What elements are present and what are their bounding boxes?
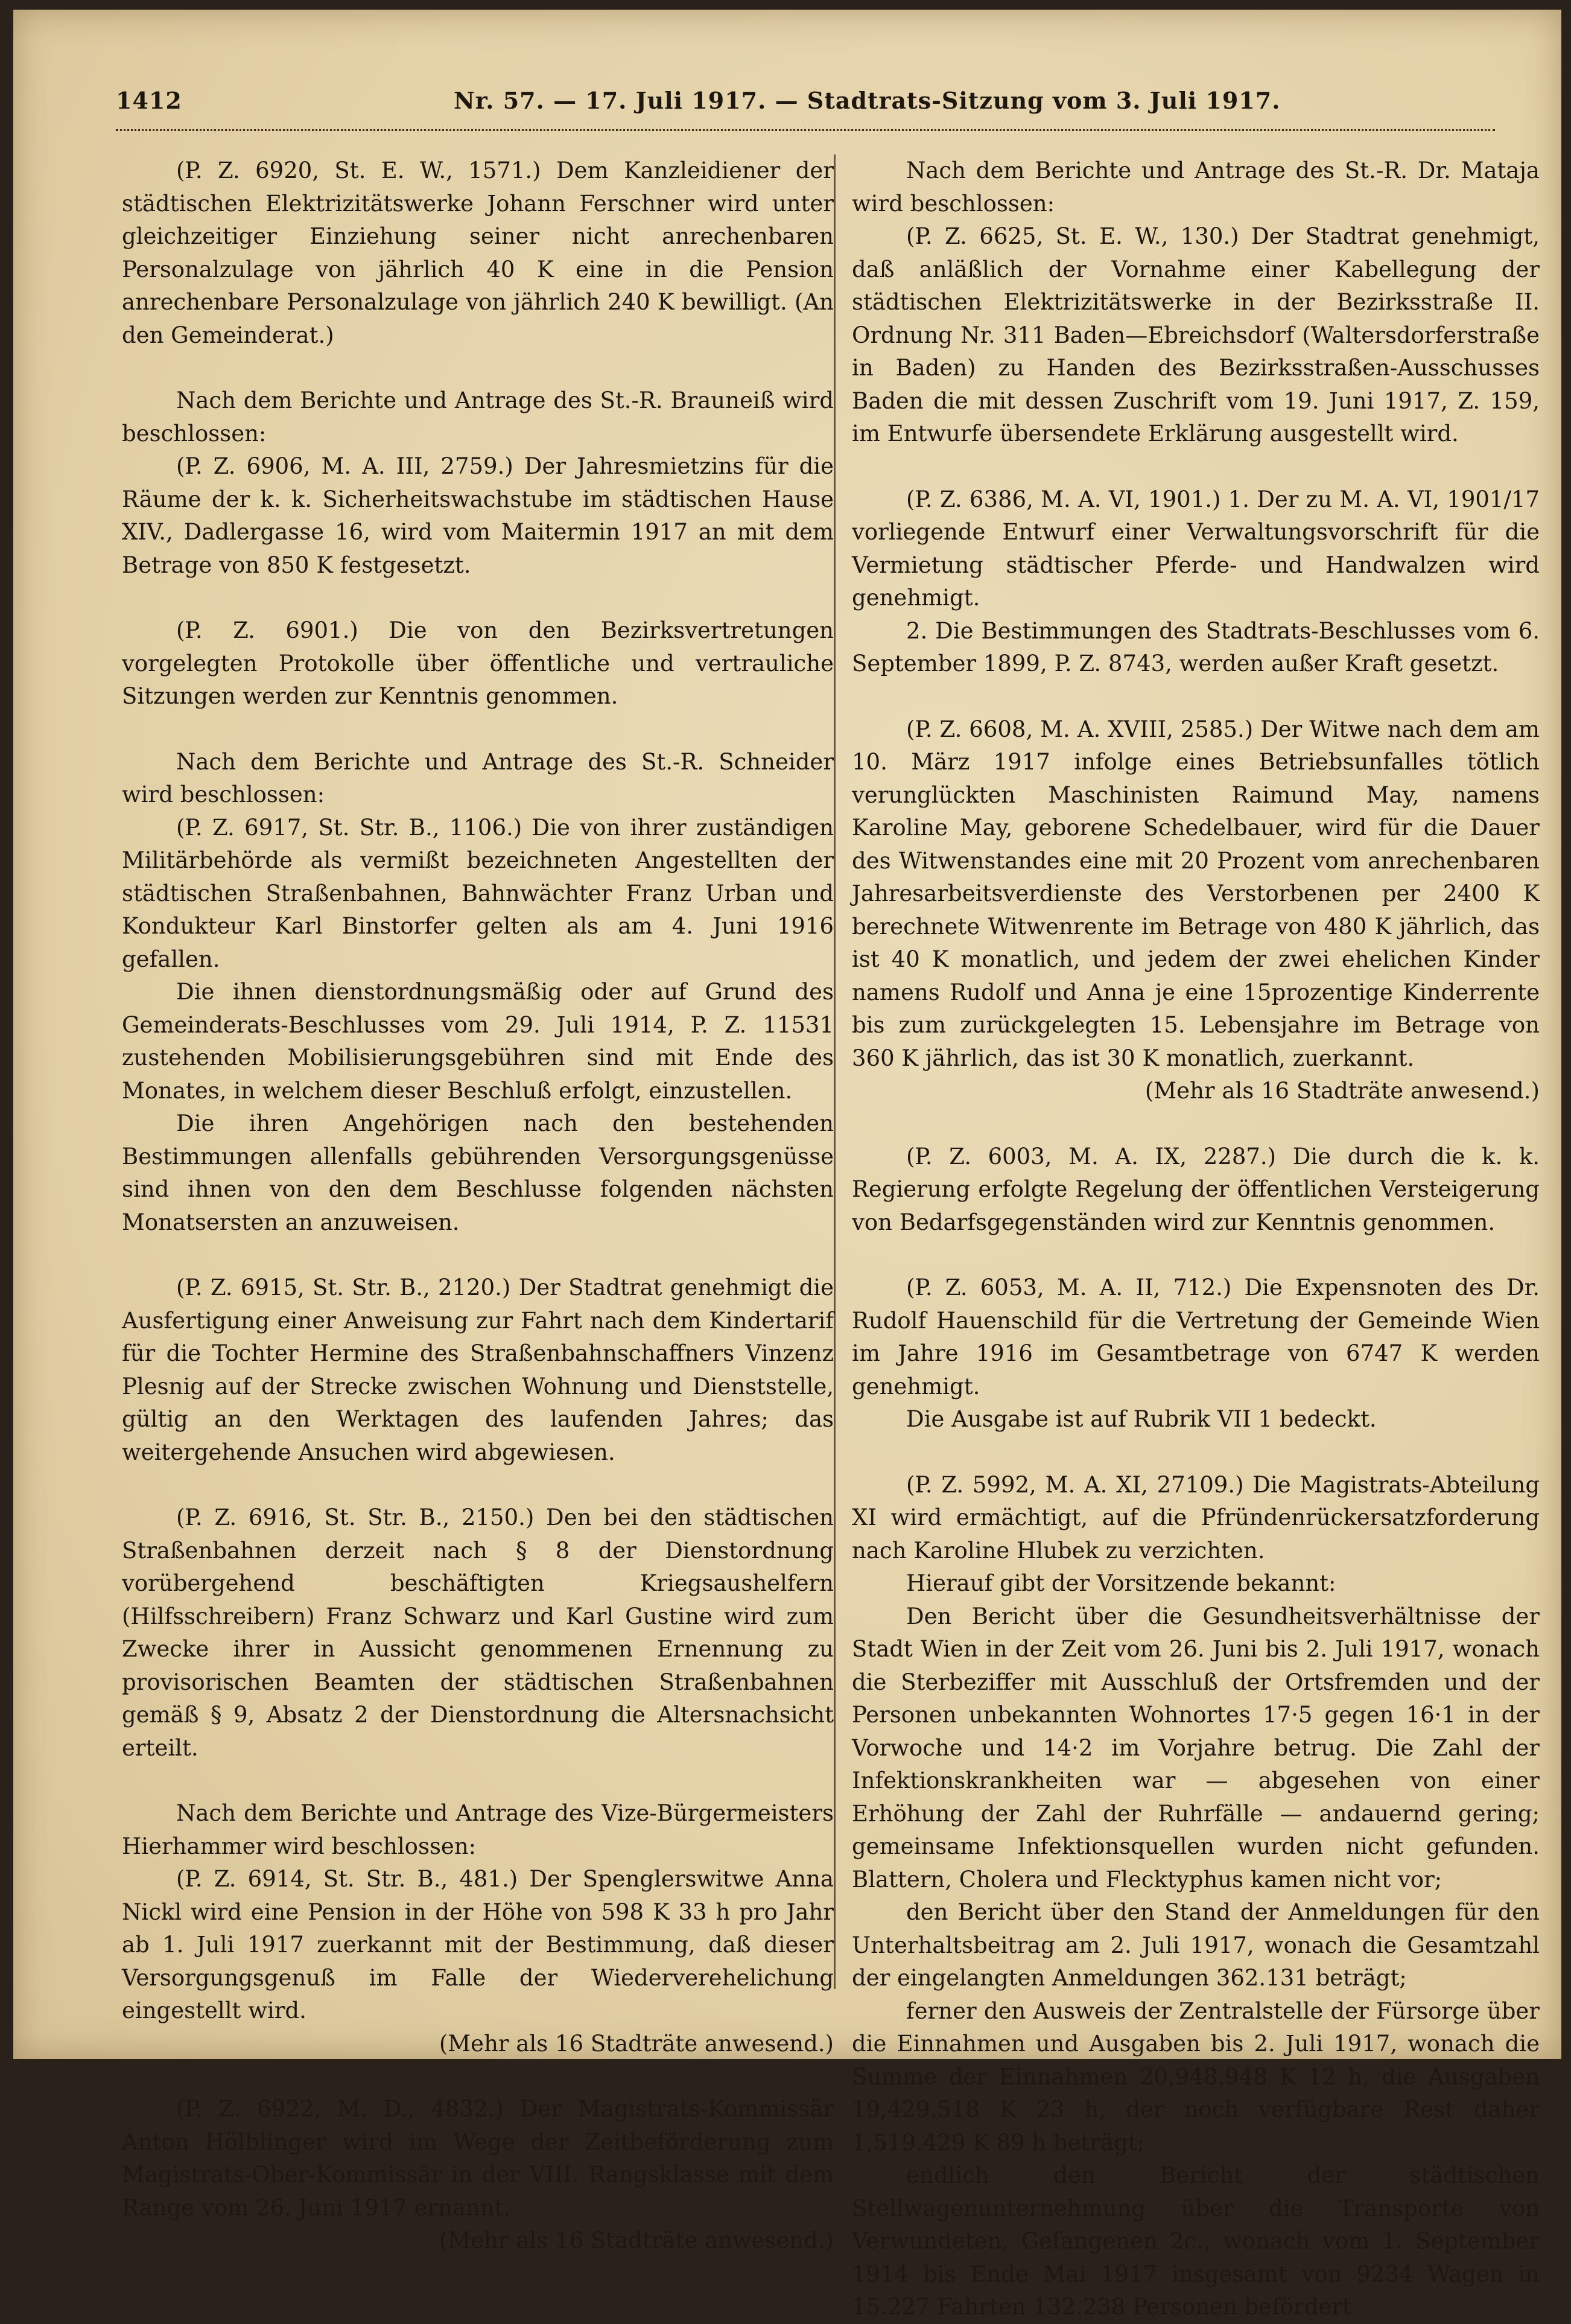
paragraph: Die ihren Angehörigen nach den bestehenden Bestimmungen allenfalls gebührenden Versorgungsgenüsse sind ihnen von den dem Beschlusse folgenden nächsten Monatsersten an anzuweisen. xyxy=(122,1110,834,1235)
paragraph: (P. Z. 6916, St. Str. B., 2150.) Den bei den städtischen Straßenbahnen derzeit nach § 8 der Dienstordnung vorübergehend beschäftigten Kriegsaushelfern (Hilfsschreibern) Franz Schwarz und Karl Gustine wird zum Zwecke ihrer in Aussicht genommenen Ernennung zu provisorischen Beamten der städtischen Straßenbahnen gemäß § 9, Absatz 2 der Dienstordnung die Altersnachsicht erteilt. xyxy=(122,1504,834,1761)
paragraph: (P. Z. 6053, M. A. II, 712.) Die Expensnoten des Dr. Rudolf Hauenschild für die Vertretung der Gemeinde Wien im Jahre 1916 im Gesamtbetrage von 6747 K werden genehmigt. xyxy=(852,1275,1540,1399)
paragraph: (P. Z. 6914, St. Str. B., 481.) Der Spenglerswitwe Anna Nickl wird eine Pension in der Höhe von 598 K 33 h pro Jahr ab 1. Juli 1917 zuerkannt mit der Bestimmung, daß dieser Versorgungsgenuß im Falle der Wiederverehelichung eingestellt wird. xyxy=(122,1866,834,2023)
left-column xyxy=(122,154,834,2258)
paragraph: (P. Z. 6915, St. Str. B., 2120.) Der Stadtrat genehmigt die Ausfertigung einer Anweisung zur Fahrt nach dem Kindertarif für die Tochter Hermine des Straßenbahnschaffners Vinzenz Plesnig auf der Strecke zwischen Wohnung und Dienststelle, gültig an den Werktagen des laufenden Jahres; das weitergehende Ansuchen wird abgewiesen. xyxy=(122,1275,834,1465)
paragraph: Die Ausgabe ist auf Rubrik VII 1 bedeckt. xyxy=(906,1406,1377,1432)
header-rule xyxy=(116,129,1495,135)
section-intro: Nach dem Berichte und Antrage des St.-R. Schneider wird beschlossen: xyxy=(122,748,834,807)
right-column xyxy=(852,154,1540,2324)
paragraph: 2. Die Bestimmungen des Stadtrats-Beschlusses vom 6. September 1899, P. Z. 8743, werden außer Kraft gesetzt. xyxy=(852,617,1540,677)
attendance-note: (Mehr als 16 Stadträte anwesend.) xyxy=(439,2030,834,2057)
running-title: Nr. 57. — 17. Juli 1917. — Stadtrats-Sitzung vom 3. Juli 1917. xyxy=(454,87,1281,114)
paragraph: (P. Z. 5992, M. A. XI, 27109.) Die Magistrats-Abteilung XI wird ermächtigt, auf die Pfründenrückersatzforderung nach Karoline Hlubek zu verzichten. xyxy=(852,1471,1540,1564)
paragraph: (P. Z. 6003, M. A. IX, 2287.) Die durch die k. k. Regierung erfolgte Regelung der öffentlichen Versteigerung von Bedarfsgegenständen wird zur Kenntnis genommen. xyxy=(852,1143,1540,1235)
attendance-note: (Mehr als 16 Stadträte anwesend.) xyxy=(439,2227,834,2253)
paragraph: ferner den Ausweis der Zentralstelle der Fürsorge über die Einnahmen und Ausgaben bis 2. Juli 1917, wonach die Summe der Einnahmen 20,948.948 K 12 h, die Ausgaben 19,429.518 K 23 h, der noch verfügbare Rest daher 1,519.429 K 89 h beträgt; xyxy=(852,1998,1540,2156)
paragraph: endlich den Bericht der städtischen Stellwagenunternehmung über die Transporte von Verwundeten, Gefangenen 2c., wonach vom 1. September 1914 bis Ende Mai 1917 insgesamt von 9234 Wagen in 15.227 Fahrten 132.238 Personen befördert xyxy=(852,2162,1540,2320)
section-intro: Nach dem Berichte und Antrage des St.-R. Dr. Mataja wird beschlossen: xyxy=(852,158,1540,217)
paragraph: (P. Z. 6920, St. E. W., 1571.) Dem Kanzleidiener der städtischen Elektrizitätswerke Johann Ferschner wird unter gleichzeitiger Einziehung seiner nicht anrechenbaren Personalzulage von jährlich 40 K eine in die Pension anrechenbare Personalzulage von jährlich 240 K bewilligt. (An den Gemeinderat.) xyxy=(122,158,834,348)
section-intro: Nach dem Berichte und Antrage des Vize-Bürgermeisters Hierhammer wird beschlossen: xyxy=(122,1800,834,1859)
section-intro: Nach dem Berichte und Antrage des St.-R. Brauneiß wird beschlossen: xyxy=(122,387,834,447)
paragraph: (P. Z. 6917, St. Str. B., 1106.) Die von ihrer zuständigen Militärbehörde als vermißt bezeichneten Angestellten der städtischen Straßenbahnen, Bahnwächter Franz Urban und Kondukteur Karl Binstorfer gelten als am 4. Juni 1916 gefallen. xyxy=(122,814,834,972)
page-header xyxy=(116,82,1489,124)
page-number: 1412 xyxy=(116,87,182,114)
document-page xyxy=(13,10,1561,2320)
paragraph: den Bericht über den Stand der Anmeldungen für den Unterhaltsbeitrag am 2. Juli 1917, wonach die Gesamtzahl der eingelangten Anmeldungen 362.131 beträgt; xyxy=(852,1899,1540,1991)
column-divider xyxy=(834,154,836,1989)
paragraph: (P. Z. 6906, M. A. III, 2759.) Der Jahresmietzins für die Räume der k. k. Sicherheitswachstube im städtischen Hause XIV., Dadlergasse 16, wird vom Maitermin 1917 an mit dem Betrage von 850 K festgesetzt. xyxy=(122,453,834,578)
attendance-note: (Mehr als 16 Stadträte anwesend.) xyxy=(1144,1078,1540,1104)
paragraph: (P. Z. 6386, M. A. VI, 1901.) 1. Der zu M. A. VI, 1901/17 vorliegende Entwurf einer Verwaltungsvorschrift für die Vermietung städtischer Pferde- und Handwalzen wird genehmigt. xyxy=(852,486,1540,611)
paragraph: Die ihnen dienstordnungsmäßig oder auf Grund des Gemeinderats-Beschlusses vom 29. Juli 1914, P. Z. 11531 zustehenden Mobilisierungsgebühren sind mit Ende des Monates, in welchem dieser Beschluß erfolgt, einzustellen. xyxy=(122,979,834,1104)
announcement-intro: Hierauf gibt der Vorsitzende bekannt: xyxy=(906,1570,1336,1596)
paragraph: (P. Z. 6625, St. E. W., 130.) Der Stadtrat genehmigt, daß anläßlich der Vornahme einer Kabellegung der städtischen Elektrizitätswerke in der Bezirksstraße II. Ordnung Nr. 311 Baden—Ebreichsdorf (Waltersdorferstraße in Baden) zu Handen des Bezirksstraßen-Ausschusses Baden die mit dessen Zuschrift vom 19. Juni 1917, Z. 159, im Entwurfe übersendete Erklärung ausgestellt wird. xyxy=(852,223,1540,447)
paragraph: Den Bericht über die Gesundheitsverhältnisse der Stadt Wien in der Zeit vom 26. Juni bis 2. Juli 1917, wonach die Sterbeziffer mit Ausschluß der Ortsfremden und der Personen unbekannten Wohnortes 17·5 gegen 16·1 in der Vorwoche und 14·2 im Vorjahre betrug. Die Zahl der Infektionskrankheiten war — abgesehen von einer Erhöhung der Zahl der Ruhrfälle — andauernd gering; gemeinsame Infektionsquellen wurden nicht gefunden. Blattern, Cholera und Flecktyphus kamen nicht vor; xyxy=(852,1603,1540,1893)
paragraph: (P. Z. 6901.) Die von den Bezirksvertretungen vorgelegten Protokolle über öffentliche und vertrauliche Sitzungen werden zur Kenntnis genommen. xyxy=(122,617,834,709)
paragraph: (P. Z. 6922, M. D., 4832.) Der Magistrats-Kommissär Anton Hölblinger wird im Wege der Zeitbeförderung zum Magistrats-Ober-Kommissär in der VIII. Rangsklasse mit dem Range vom 26. Juni 1917 ernannt. xyxy=(122,2096,834,2221)
paragraph: (P. Z. 6608, M. A. XVIII, 2585.) Der Witwe nach dem am 10. März 1917 infolge eines Betriebsunfalles tötlich verunglückten Maschinisten Raimund May, namens Karoline May, geborene Schedelbauer, wird für die Dauer des Witwenstandes eine mit 20 Prozent vom anrechenbaren Jahresarbeitsverdienste des Verstorbenen per 2400 K berechnete Witwenrente im Betrage von 480 K jährlich, das ist 40 K monatlich, und jedem der zwei ehelichen Kinder namens Rudolf und Anna je eine 15prozentige Kinderrente bis zum zurückgelegten 15. Lebensjahre im Betrage von 360 K jährlich, das ist 30 K monatlich, zuerkannt. xyxy=(852,716,1540,1071)
